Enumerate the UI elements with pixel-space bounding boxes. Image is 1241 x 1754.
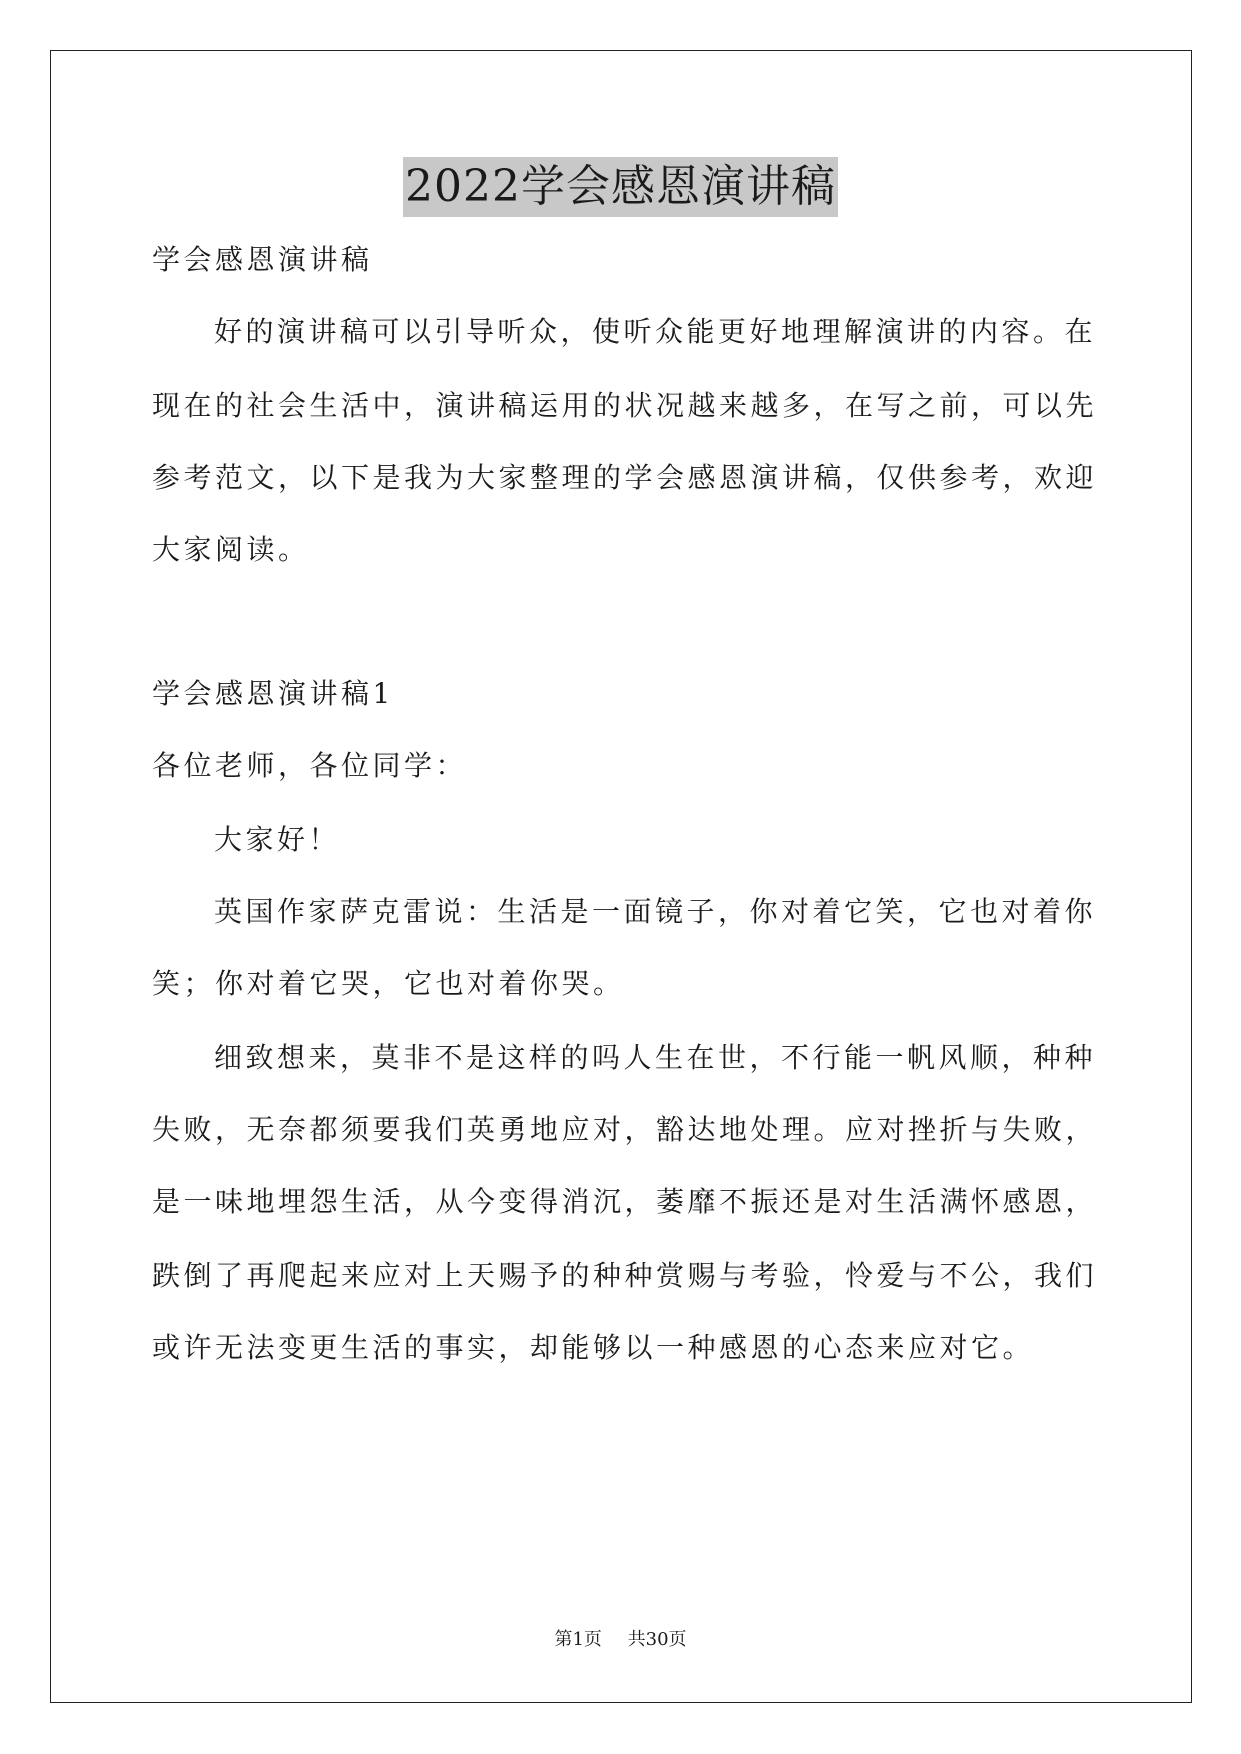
paragraph-line: 现在的社会生活中，演讲稿运用的状况越来越多，在写之前，可以先 bbox=[152, 389, 1098, 422]
page-border bbox=[50, 50, 1192, 1703]
paragraph-line: 参考范文，以下是我为大家整理的学会感恩演讲稿，仅供参考，欢迎 bbox=[152, 461, 1098, 494]
paragraph-line: 跌倒了再爬起来应对上天赐予的种种赏赐与考验，怜爱与不公，我们 bbox=[152, 1259, 1098, 1292]
paragraph-line: 或许无法变更生活的事实，却能够以一种感恩的心态来应对它。 bbox=[152, 1331, 1035, 1364]
paragraph-line: 失败，无奈都须要我们英勇地应对，豁达地处理。应对挫折与失败， bbox=[152, 1113, 1098, 1146]
paragraph-line: 细致想来，莫非不是这样的吗人生在世，不行能一帆风顺，种种 bbox=[214, 1041, 1097, 1074]
paragraph-line: 英国作家萨克雷说：生活是一面镜子，你对着它笑，它也对着你 bbox=[214, 895, 1097, 928]
paragraph-line: 是一味地埋怨生活，从今变得消沉，萎靡不振还是对生活满怀感恩， bbox=[152, 1185, 1098, 1218]
salutation-line: 各位老师，各位同学： bbox=[152, 749, 468, 782]
page-total: 共30页 bbox=[627, 1629, 687, 1650]
subtitle-line: 学会感恩演讲稿 bbox=[152, 243, 373, 276]
page-number: 第1页 bbox=[554, 1629, 602, 1650]
paragraph-line: 大家阅读。 bbox=[152, 533, 310, 566]
paragraph-line: 笑；你对着它哭，它也对着你哭。 bbox=[152, 967, 625, 1000]
page-footer bbox=[0, 1628, 1241, 1652]
section-heading: 学会感恩演讲稿1 bbox=[152, 677, 394, 710]
document-title-block bbox=[0, 157, 1241, 217]
paragraph-line: 好的演讲稿可以引导听众，使听众能更好地理解演讲的内容。在 bbox=[214, 315, 1097, 348]
document-title: 2022学会感恩演讲稿 bbox=[403, 157, 838, 217]
greeting-line: 大家好！ bbox=[214, 823, 341, 856]
